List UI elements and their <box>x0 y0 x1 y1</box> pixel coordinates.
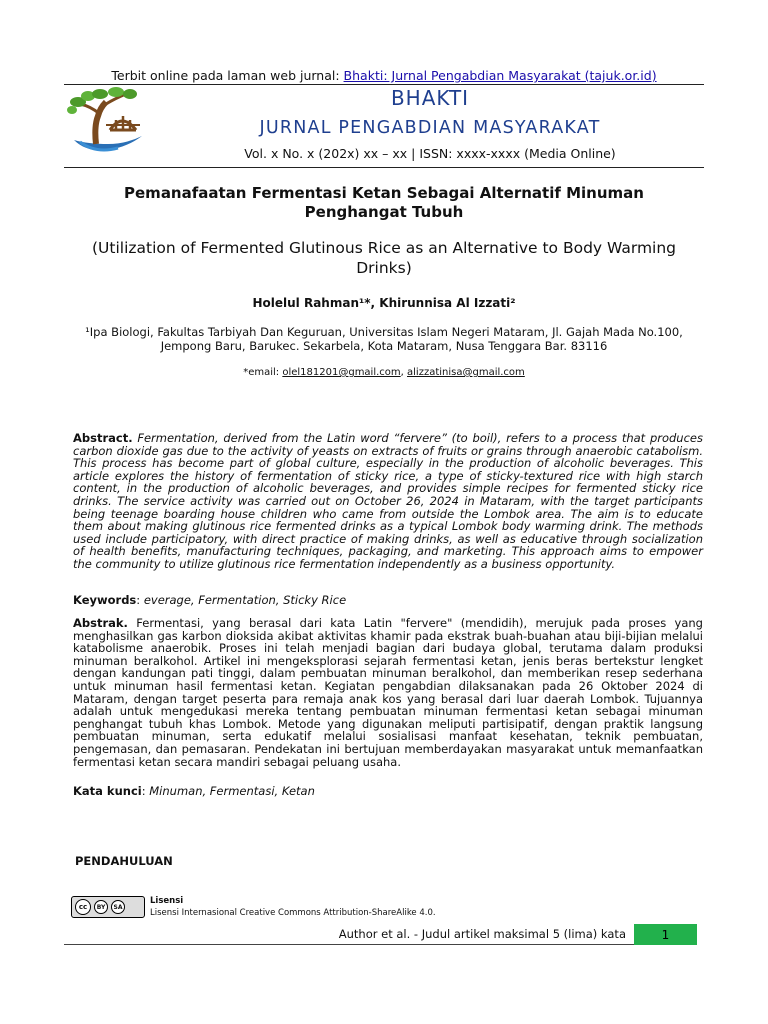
journal-brand-subtitle: JURNAL PENGABDIAN MASYARAKAT <box>259 118 601 138</box>
email-link-2[interactable]: alizzatinisa@gmail.com <box>407 367 525 378</box>
journal-brand-title: BHAKTI <box>390 86 470 110</box>
section-heading-introduction: PENDAHULUAN <box>75 854 173 868</box>
header-rule-top <box>64 84 704 85</box>
email-label: *email: <box>243 367 283 378</box>
journal-online-line <box>0 68 768 83</box>
keywords-indonesian-label: Kata kunci <box>73 784 142 798</box>
footer-rule <box>64 944 644 945</box>
article-authors: Holelul Rahman¹*, Khirunnisa Al Izzati² <box>252 296 516 310</box>
abstract-english <box>73 432 703 571</box>
cc-license-badge[interactable] <box>71 896 145 918</box>
cc-sa-icon: SA <box>111 900 125 914</box>
keywords-english-label: Keywords <box>73 593 137 607</box>
abstract-english-label: Abstract. <box>73 431 133 445</box>
keywords-english: Keywords: everage, Fermentation, Sticky Rice <box>73 593 347 607</box>
abstract-indonesian-label: Abstrak. <box>73 616 128 630</box>
email-link-1[interactable]: olel181201@gmail.com <box>282 367 401 378</box>
author-affiliation: ¹Ipa Biologi, Fakultas Tarbiyah Dan Keguruan, Universitas Islam Negeri Mataram, Jl. Gajah Mada No.100, Jempong Baru, Barukec. Sekarbela, Kota Mataram, Nusa Tenggara Bar. 83116 <box>85 325 683 353</box>
journal-logo-icon <box>66 86 148 156</box>
abstract-english-text: Fermentation, derived from the Latin word “fervere” (to boil), refers to a process that produces carbon dioxide gas due to the activity of yeasts on extracts of fruits or grains through anaerobic catabolism. This process has become part of global culture, especially in the production of alcoholic beverages. This article explores the history of fermentation of sticky rice, a type of sticky-textured rice with high starch content, in the production of alcoholic beverages, and provides simple recipes for fermented sticky rice drinks. The service activity was carried out on October 26, 2024 in Mataram, with the target participants being teenage boarding house children who came from outside the Lombok area. The aim is to educate them about making glutinous rice fermented drinks as a typical Lombok body warming drink. The methods used include participatory, with direct practice of making drinks, as well as educative through socialization of health benefits, manufacturing techniques, packaging, and marketing. This approach aims to empower the community to utilize glutinous rice fermentation independently as a business opportunity. <box>73 431 703 571</box>
article-title-english: (Utilization of Fermented Glutinous Rice as an Alternative to Body Warming Drinks) <box>91 239 677 277</box>
email-separator: , <box>400 367 408 378</box>
abstract-indonesian-text: Fermentasi, yang berasal dari kata Latin "fervere" (mendidih), merujuk pada proses yang menghasilkan gas karbon dioksida akibat aktivitas khamir pada ekstrak buah-buahan atau biji-bijian melalui katabolisme anaerobik. Proses ini telah menjadi bagian dari budaya global, terutama dalam produksi minuman beralkohol. Artikel ini mengeksplorasi sejarah fermentasi ketan, jenis beras bertekstur lengket dengan kandungan pati tinggi, dalam pembuatan minuman beralkohol, dan memberikan resep sederhana untuk minuman hasil fermentasi ketan. Kegiatan pengabdian dilaksanakan pada 26 Oktober 2024 di Mataram, dengan target peserta para remaja anak kos yang berasal dari luar daerah Lombok. Tujuannya adalah untuk mengedukasi mereka tentang pembuatan minuman fermentasi ketan sebagai minuman penghangat tubuh khas Lombok. Metode yang digunakan meliputi partisipatif, dengan praktik langsung pembuatan minuman, serta edukatif melalui sosialisasi manfaat kesehatan, teknik pembuatan, pengemasan, dan pemasaran. Pendekatan ini bertujuan memberdayakan masyarakat untuk memanfaatkan fermentasi ketan secara mandiri sebagai peluang usaha. <box>73 616 703 769</box>
cc-icon: cc <box>75 899 91 915</box>
abstract-indonesian <box>73 617 703 768</box>
license-title: Lisensi <box>150 896 184 906</box>
journal-website-link[interactable]: Bhakti: Jurnal Pengabdian Masyarakat (tajuk.or.id) <box>343 68 657 83</box>
header-rule-bottom <box>64 167 704 168</box>
cc-by-icon: BY <box>94 900 108 914</box>
article-title: Pemanafaatan Fermentasi Ketan Sebagai Alternatif Minuman Penghangat Tubuh <box>124 184 644 221</box>
page-number-badge: 1 <box>634 924 697 945</box>
author-emails <box>64 367 704 378</box>
license-text: Lisensi Internasional Creative Commons Attribution-ShareAlike 4.0. <box>150 908 436 918</box>
volume-issn-line: Vol. x No. x (202x) xx – xx | ISSN: xxxx-xxxx (Media Online) <box>244 146 616 161</box>
keywords-english-text: everage, Fermentation, Sticky Rice <box>143 593 347 607</box>
keywords-indonesian: Kata kunci: Minuman, Fermentasi, Ketan <box>73 784 315 798</box>
running-head: Author et al. - Judul artikel maksimal 5 (lima) kata <box>338 927 626 941</box>
journal-online-prefix: Terbit online pada laman web jurnal: <box>111 68 344 83</box>
keywords-indonesian-text: Minuman, Fermentasi, Ketan <box>149 784 315 798</box>
